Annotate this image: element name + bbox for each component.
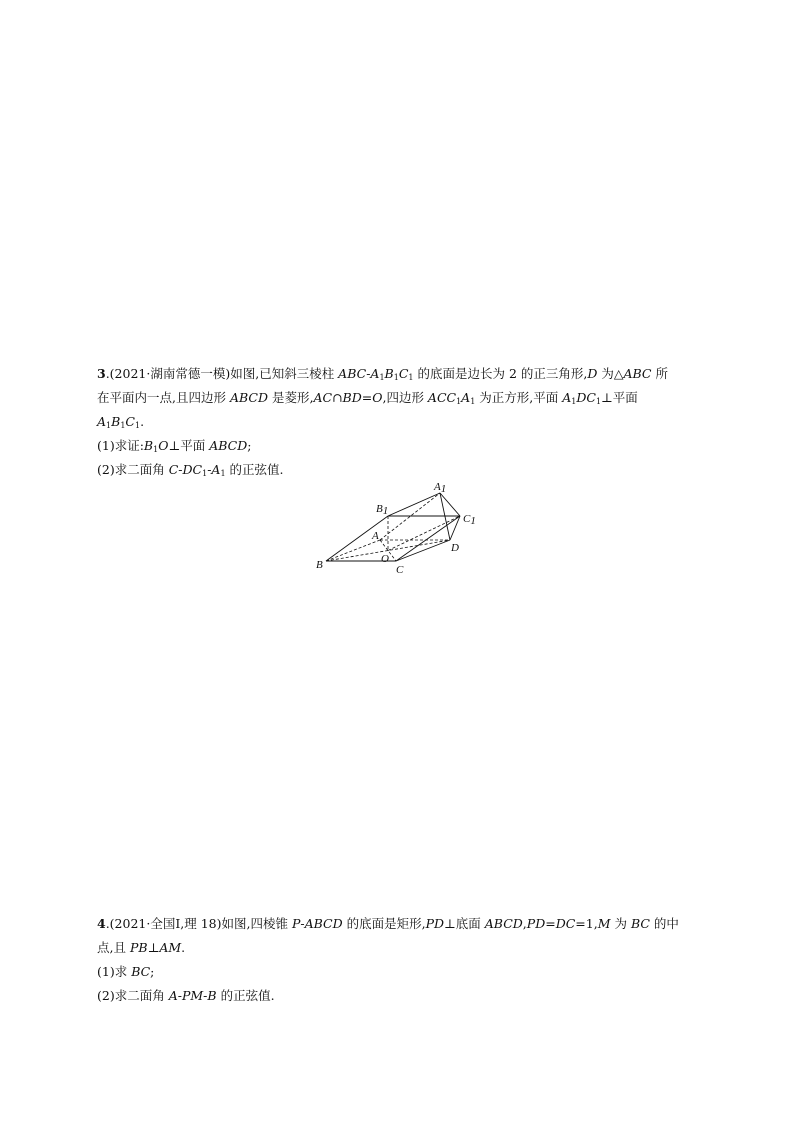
math-variable: BD <box>342 390 362 405</box>
math-variable: ABCD <box>229 390 268 405</box>
math-variable: DC <box>576 390 596 405</box>
math-variable: ACC <box>427 390 457 405</box>
math-variable: ABC <box>623 366 652 381</box>
math-variable: B <box>143 438 154 453</box>
text-run: (1)求证: <box>97 438 144 453</box>
edge-A1C1 <box>440 493 460 516</box>
text-run: 的底面是矩形, <box>342 916 426 931</box>
math-variable: A <box>168 988 178 1003</box>
text-run: - <box>300 916 305 931</box>
subscript: 1 <box>120 421 126 430</box>
text-run: - <box>203 988 208 1003</box>
text-run: 的正弦值. <box>225 462 284 477</box>
edge-OC1 <box>388 516 460 551</box>
math-variable: A <box>211 462 221 477</box>
text-run: (2)求二面角 <box>97 462 169 477</box>
text-run: 是菱形, <box>267 390 314 405</box>
text-run: . <box>181 940 186 955</box>
text-run: 为△ <box>597 366 624 381</box>
text-run: ⊥平面 <box>168 438 210 453</box>
text-run: ; <box>150 964 155 979</box>
subscript: 1 <box>408 373 414 382</box>
problem-4-number: 4 <box>97 916 106 931</box>
math-variable: AM <box>159 940 182 955</box>
text-run: 的正弦值. <box>216 988 275 1003</box>
math-variable: B <box>111 414 121 429</box>
text-run: ; <box>247 438 252 453</box>
math-variable: D <box>587 366 598 381</box>
math-variable: ABCD <box>209 438 248 453</box>
math-variable: P <box>291 916 301 931</box>
problem-3-number: 3 <box>97 366 106 381</box>
subscript: 1 <box>571 397 577 406</box>
subscript: 1 <box>202 469 208 478</box>
math-variable: PD <box>526 916 546 931</box>
math-variable: O <box>372 390 383 405</box>
subscript: 1 <box>456 397 462 406</box>
subscript: 1 <box>106 421 112 430</box>
math-variable: PD <box>425 916 445 931</box>
subscript: 1 <box>393 373 399 382</box>
math-variable: PB <box>129 940 148 955</box>
text-run: ∩ <box>332 390 343 405</box>
text-run: - <box>366 366 371 381</box>
text-run: 的中 <box>649 916 679 931</box>
problem-4-line-2 <box>97 936 707 960</box>
problem-3 <box>97 362 707 482</box>
label-C1: C1 <box>463 513 476 527</box>
math-variable: A <box>562 390 572 405</box>
subscript: 1 <box>470 397 476 406</box>
text-run: 所 <box>651 366 668 381</box>
text-run: - <box>207 462 212 477</box>
text-run: = <box>545 916 556 931</box>
math-variable: B <box>384 366 394 381</box>
problem-4 <box>97 912 707 1008</box>
label-B: B <box>316 559 323 571</box>
text-run: 在平面内一点,且四边形 <box>97 390 230 405</box>
math-variable: BC <box>630 916 650 931</box>
math-variable: A <box>461 390 471 405</box>
subscript: 1 <box>595 397 602 406</box>
math-variable: DC <box>555 916 576 931</box>
problem-3-line-3 <box>97 410 707 434</box>
text-run: - <box>177 988 182 1003</box>
text-run: 为正方形,平面 <box>475 390 563 405</box>
oblique-prism-figure <box>310 478 490 583</box>
edge-AA1 <box>380 493 440 540</box>
math-variable: BC <box>131 964 151 979</box>
math-variable: M <box>597 916 611 931</box>
label-C: C <box>396 564 404 576</box>
label-B1: B1 <box>376 503 389 517</box>
math-variable: DC <box>182 462 203 477</box>
math-variable: O <box>158 438 169 453</box>
text-run: . <box>140 414 145 429</box>
label-O: O <box>381 553 389 565</box>
edge-DA1 <box>440 493 450 540</box>
problem-4-part-2 <box>97 984 707 1008</box>
text-run: = <box>361 390 373 405</box>
math-variable: A <box>370 366 380 381</box>
problem-4-line-1 <box>97 912 707 936</box>
text-run: ⊥平面 <box>601 390 638 405</box>
subscript: 1 <box>220 469 226 478</box>
label-A: A <box>372 530 379 542</box>
problem-3-line-2 <box>97 386 707 410</box>
math-variable: PM <box>181 988 204 1003</box>
math-variable: ABCD <box>304 916 343 931</box>
text-run: .(2021·全国Ⅰ,理 18)如图,四棱锥 <box>105 916 292 931</box>
text-run: , <box>522 916 527 931</box>
math-variable: C <box>125 414 135 429</box>
edge-BA <box>326 540 380 561</box>
problem-3-line-1 <box>97 362 707 386</box>
text-run: ,四边形 <box>382 390 428 405</box>
math-variable: C <box>168 462 179 477</box>
text-run: .(2021·湖南常德一模)如图,已知斜三棱柱 <box>105 366 339 381</box>
text-run: =1, <box>575 916 598 931</box>
math-variable: C <box>398 366 409 381</box>
text-run: ⊥ <box>147 940 160 955</box>
subscript: 1 <box>379 373 385 382</box>
text-run: (1)求 <box>97 964 132 979</box>
label-D: D <box>451 542 459 554</box>
text-run: ⊥底面 <box>444 916 485 931</box>
math-variable: B <box>207 988 217 1003</box>
text-run: 为 <box>610 916 631 931</box>
math-variable: ABCD <box>484 916 523 931</box>
problem-4-part-1 <box>97 960 707 984</box>
text-run: 点,且 <box>97 940 130 955</box>
math-variable: AC <box>313 390 333 405</box>
text-run: - <box>178 462 183 477</box>
subscript: 1 <box>134 421 141 430</box>
text-run: (2)求二面角 <box>97 988 169 1003</box>
problem-3-part-1 <box>97 434 707 458</box>
label-A1: A1 <box>434 481 447 495</box>
math-variable: A <box>97 414 107 429</box>
math-variable: ABC <box>338 366 367 381</box>
text-run: 的底面是边长为 2 的正三角形, <box>413 366 588 381</box>
subscript: 1 <box>153 445 159 454</box>
edge-B1A1 <box>388 493 440 516</box>
